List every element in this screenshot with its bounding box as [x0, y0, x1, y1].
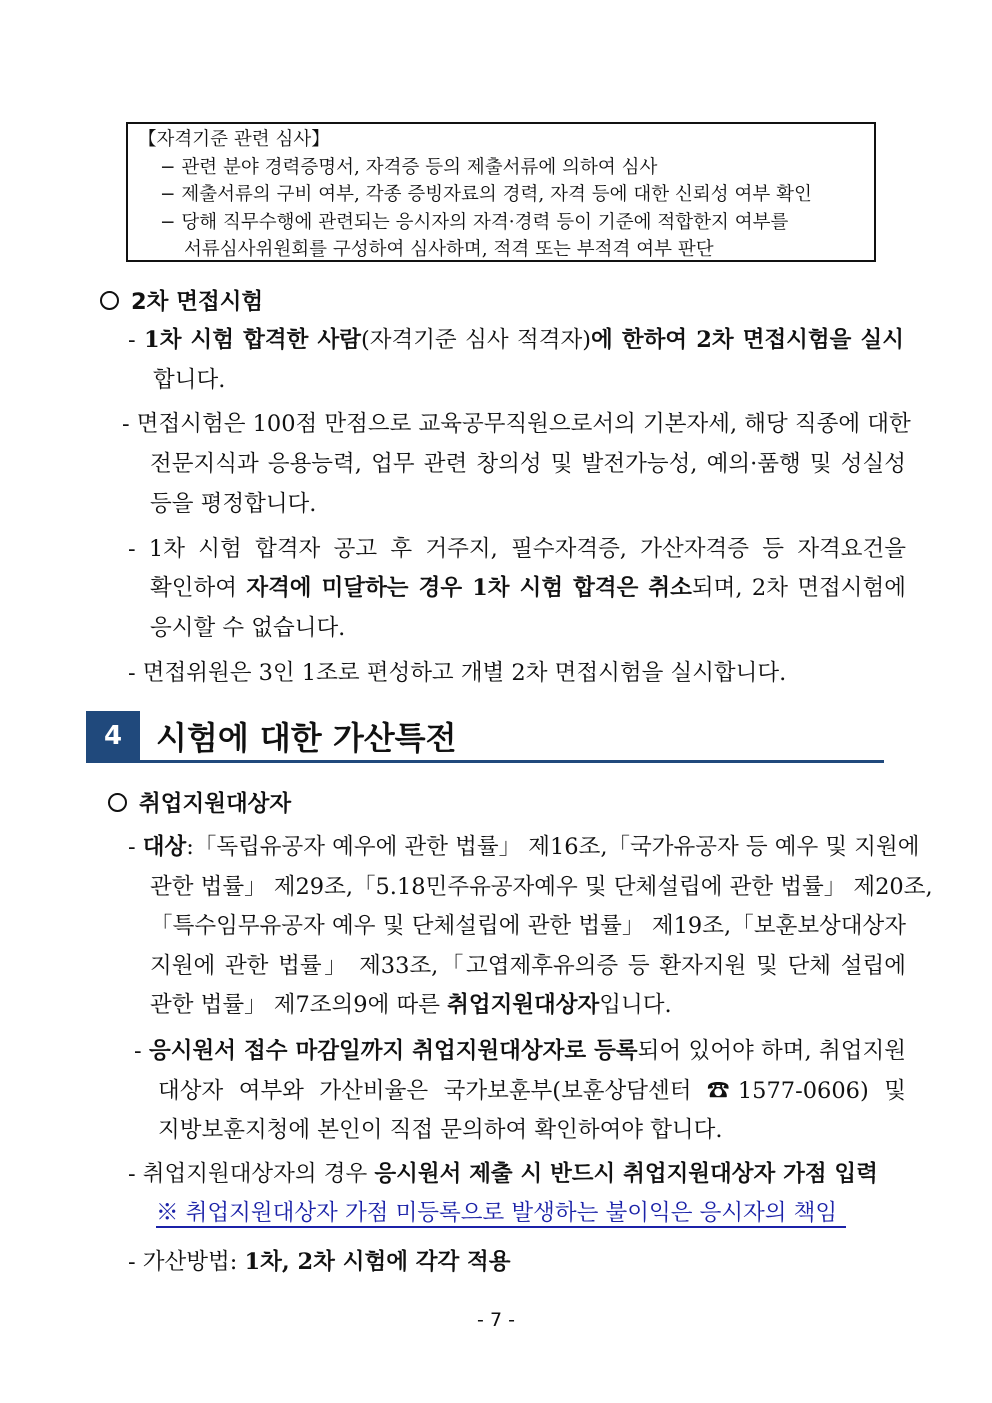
box-item-1: − 관련 분야 경력증명서, 자격증 등의 제출서류에 의하여 심사	[160, 156, 658, 178]
section-number-badge: 4	[86, 711, 140, 761]
interview-para-3-line-1: - 1차 시험 합격자 공고 후 거주지, 필수자격증, 가산자격증 등 자격요건을	[128, 536, 906, 562]
warning-note: ※ 취업지원대상자 가점 미등록으로 발생하는 불이익은 응시자의 책임	[156, 1200, 838, 1226]
box-item-3-continued: 서류심사위원회를 구성하여 심사하며, 적격 또는 부적격 여부 판단	[184, 239, 714, 260]
interview-para-3-line-3: 응시할 수 없습니다.	[150, 615, 346, 641]
circle-bullet-icon	[108, 793, 127, 812]
target-line-2: 관한 법률」 제29조,「5.18민주유공자예우 및 단체설립에 관한 법률」 제20조,	[150, 874, 933, 900]
target-line-5: 관한 법률」 제7조의9에 따른 취업지원대상자입니다.	[150, 992, 672, 1018]
interview-para-2-line-1: - 면접시험은 100점 만점으로 교육공무직원으로서의 기본자세, 해당 직종에 대한	[122, 411, 911, 437]
target-line-1: - 대상:「독립유공자 예우에 관한 법률」 제16조,「국가유공자 등 예우 및 지원에	[128, 834, 920, 860]
section-title: 시험에 대한 가산특전	[156, 719, 457, 757]
box-item-3: − 당해 직무수행에 관련되는 응시자의 자격·경력 등이 기준에 적합한지 여부를	[160, 211, 789, 233]
bonus-method-line: - 가산방법: 1차, 2차 시험에 각각 적용	[128, 1249, 511, 1275]
interview-para-2-line-3: 등을 평정합니다.	[150, 491, 317, 517]
interview-para-1-line-2: 합니다.	[153, 367, 226, 393]
bonus-input-line: - 취업지원대상자의 경우 응시원서 제출 시 반드시 취업지원대상자 가점 입력	[128, 1161, 878, 1187]
registration-line-3: 지방보훈지청에 본인이 직접 문의하여 확인하여야 합니다.	[158, 1117, 723, 1143]
box-item-2: − 제출서류의 구비 여부, 각종 증빙자료의 경력, 자격 등에 대한 신뢰성 여부 확인	[160, 184, 812, 205]
interview-heading: 2차 면접시험	[100, 284, 263, 316]
interview-para-3-line-2: 확인하여 자격에 미달하는 경우 1차 시험 합격은 취소되며, 2차 면접시험에	[150, 575, 906, 601]
section-underline	[86, 760, 884, 763]
qualification-review-box	[126, 122, 876, 262]
box-title: 【자격기준 관련 심사】	[138, 129, 330, 150]
interview-para-4: - 면접위원은 3인 1조로 편성하고 개별 2차 면접시험을 실시합니다.	[128, 660, 787, 686]
warning-note-underline	[156, 1226, 846, 1228]
employment-support-heading: 취업지원대상자	[108, 786, 291, 818]
page-number: - 7 -	[477, 1309, 515, 1331]
interview-para-2-line-2: 전문지식과 응용능력, 업무 관련 창의성 및 발전가능성, 예의·품행 및 성실성	[150, 451, 906, 477]
interview-para-1-line-1: - 1차 시험 합격한 사람(자격기준 심사 적격자)에 한하여 2차 면접시험을 실시	[128, 327, 904, 353]
registration-line-1: - 응시원서 접수 마감일까지 취업지원대상자로 등록되어 있어야 하며, 취업지원	[134, 1038, 906, 1064]
registration-line-2: 대상자 여부와 가산비율은 국가보훈부(보훈상담센터 ☎1577-0606) 및	[158, 1078, 906, 1104]
target-line-3: 「특수임무유공자 예우 및 단체설립에 관한 법률」 제19조,「보훈보상대상자	[150, 913, 906, 939]
circle-bullet-icon	[100, 291, 119, 310]
target-line-4: 지원에 관한 법률」 제33조,「고엽제후유의증 등 환자지원 및 단체 설립에	[150, 953, 906, 979]
